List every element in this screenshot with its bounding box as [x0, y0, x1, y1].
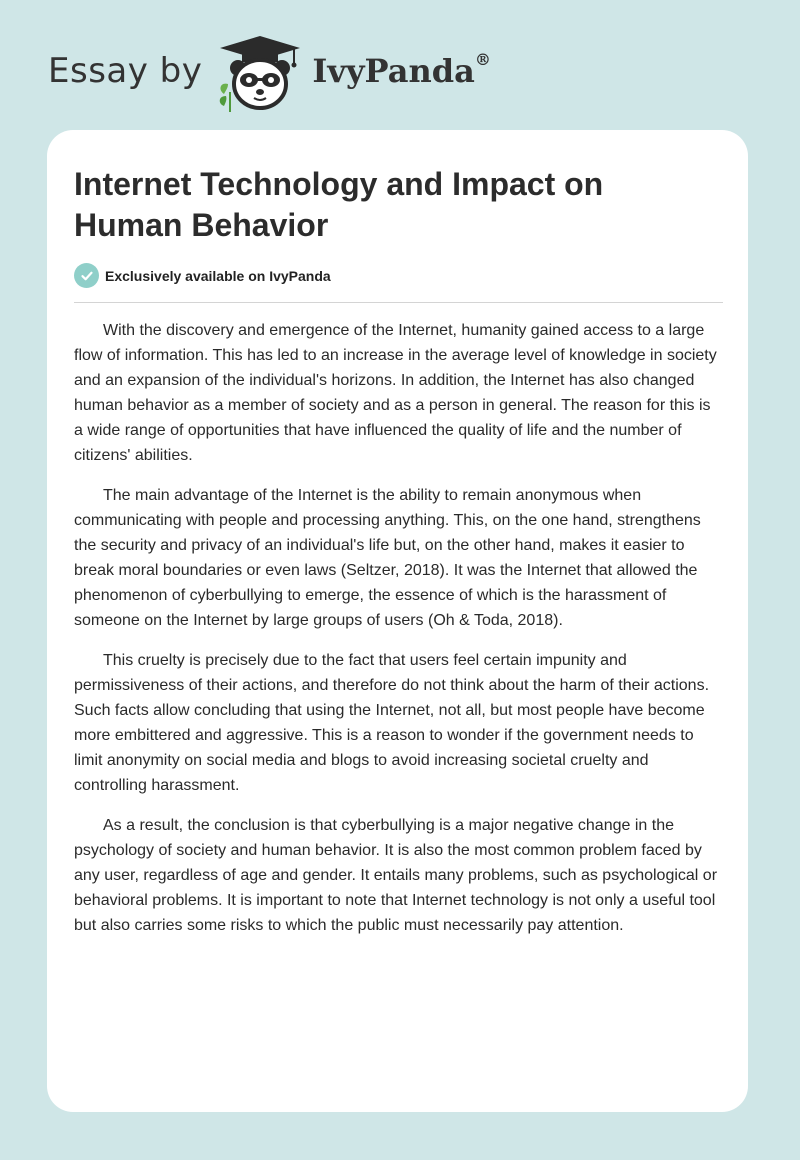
site-header: [48, 32, 491, 112]
essay-card: [47, 130, 748, 1112]
paragraph: With the discovery and emergence of the Internet, humanity gained access to a large flow of information. This has led to an increase in the average level of knowledge in society and an expansion of the individual's horizons. In addition, the Internet has also changed human behavior as a member of society and as a person in general. The reason for this is a wide range of opportunities that have influenced the quality of life and the number of citizens' abilities.: [74, 322, 717, 464]
divider: [74, 302, 723, 303]
paragraph: As a result, the conclusion is that cyberbullying is a major negative change in the psychology of society and human behavior. It is also the most common problem faced by any user, regardless of age and gender. It entails many problems, such as psychological or behavioral problems. It is important to note that Internet technology is not only a useful tool but also carries some risks to which the public must necessarily pay attention.: [74, 817, 718, 934]
trademark-symbol: ®: [474, 50, 491, 69]
essay-body: [74, 318, 722, 953]
essay-title: Internet Technology and Impact on Human Behavior: [74, 166, 604, 243]
exclusive-notice: [74, 263, 331, 288]
paragraph: The main advantage of the Internet is the ability to remain anonymous when communicating with people and processing anything. This, on the one hand, strengthens the security and privacy of an individual's life but, on the other hand, makes it easier to break moral boundaries or even laws (Seltzer, 2018). It was the Internet that allowed the phenomenon of cyberbullying to emerge, the essence of which is the harassment of someone on the Internet by large groups of users (Oh & Toda, 2018).: [74, 487, 701, 629]
essay-by-label: Essay by: [48, 51, 203, 91]
exclusive-label: Exclusively available on IvyPanda: [105, 267, 331, 284]
brand-name[interactable]: IvyPanda®: [312, 50, 491, 90]
check-icon: [74, 263, 99, 288]
panda-graduate-icon[interactable]: [216, 32, 304, 112]
paragraph: This cruelty is precisely due to the fact that users feel certain impunity and permissiveness of their actions, and therefore do not think about the harm of their actions. Such facts allow concluding that using the Internet, not all, but most people have become more embittered and aggressive. This is a reason to wonder if the government needs to limit anonymity on social media and blogs to avoid increasing societal cruelty and controlling harassment.: [74, 652, 710, 794]
